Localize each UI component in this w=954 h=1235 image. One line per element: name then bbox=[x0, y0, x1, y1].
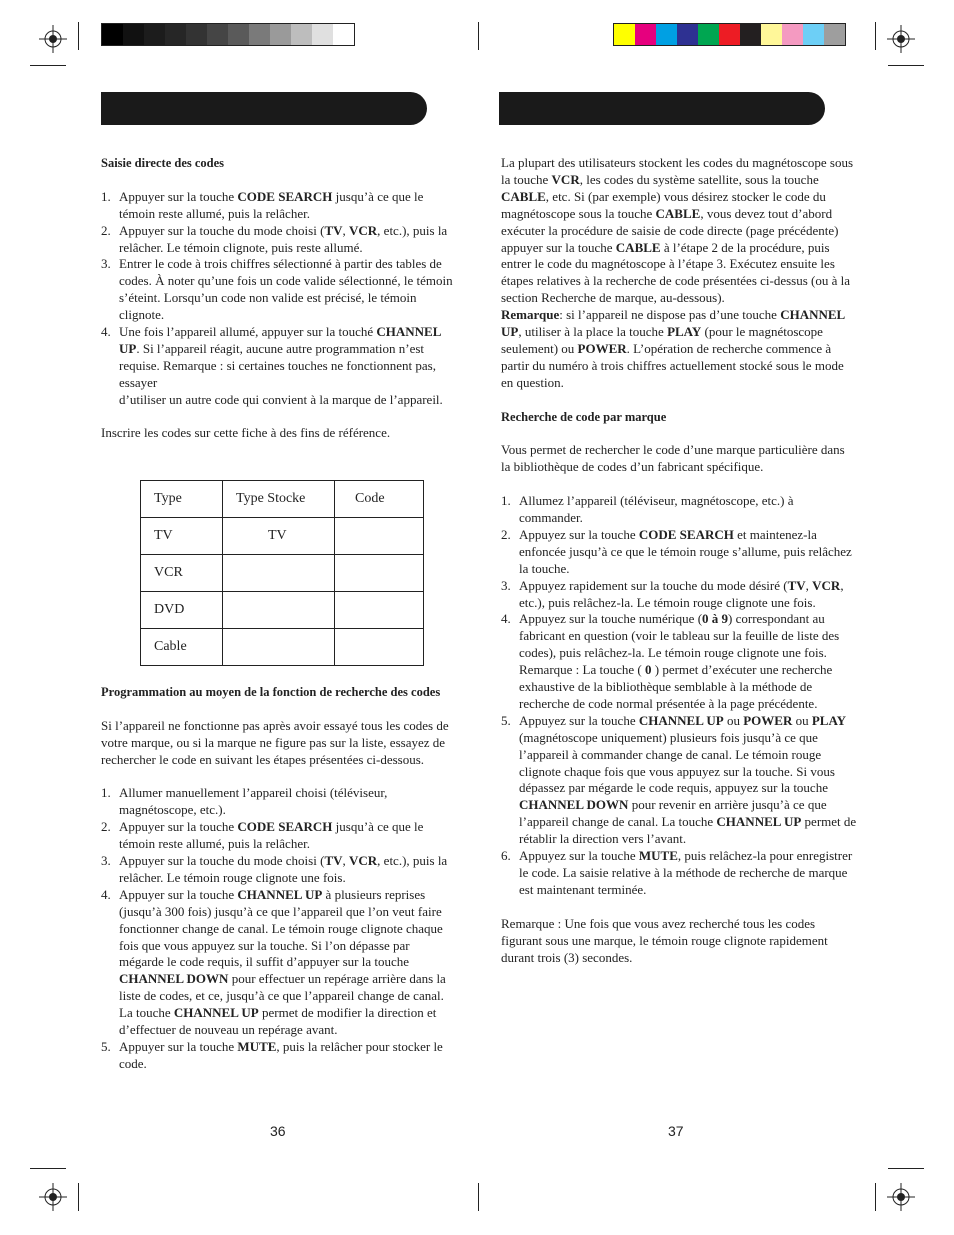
paragraph: Si l’appareil ne fonctionne pas après avoir essayé tous les codes de votre marque, ou si la marque ne figure pas sur la liste, essayez de rechercher le code en suivant les étapes présentées ci-dessous. bbox=[101, 717, 449, 767]
list-item bbox=[501, 713, 857, 848]
color-swatch bbox=[186, 24, 207, 45]
registration-mark-icon bbox=[887, 25, 915, 53]
left-column-lower bbox=[101, 684, 457, 1073]
step-text: Appuyez sur la touche CODE SEARCH et maintenez-la enfoncée jusqu’à ce que le témoin rouge s’allume, puis relâchez la touche. bbox=[519, 526, 852, 576]
color-swatch bbox=[740, 24, 761, 45]
step-text: Appuyer sur la touche du mode choisi (TV, VCR, etc.), puis la relâcher. Le témoin clignote, puis reste allumé. bbox=[119, 222, 448, 255]
table-cell: DVD bbox=[141, 592, 223, 629]
step-text: Appuyez sur la touche numérique (0 à 9) correspondant au fabricant en question (voir le tableau sur la feuille de liste des codes), puis relâchez-la. Le témoin rouge clignote une fois. Remarque : La touche ( 0 ) permet d’exécuter une recherche exhaustive de la bibliothèque semblable à la méthode de recherche de code normal présentée à la page précédente. bbox=[519, 611, 840, 711]
step-number: 1. bbox=[101, 188, 111, 204]
record-note: Inscrire les codes sur cette fiche à des fins de référence. bbox=[101, 425, 391, 441]
color-swatch bbox=[228, 24, 249, 45]
page-number: 36 bbox=[270, 1123, 286, 1139]
registration-mark-icon bbox=[887, 1183, 915, 1211]
list-item bbox=[101, 223, 457, 257]
color-calibration-bar bbox=[613, 23, 846, 46]
table-cell bbox=[335, 629, 424, 666]
list-item bbox=[501, 527, 857, 578]
step-text: Allumer manuellement l’appareil choisi (téléviseur, magnétoscope, etc.). bbox=[119, 785, 388, 818]
step-number: 1. bbox=[101, 785, 111, 801]
registration-mark-icon bbox=[39, 1183, 67, 1211]
page-number: 37 bbox=[668, 1123, 684, 1139]
direct-entry-steps bbox=[101, 189, 457, 409]
table-cell bbox=[335, 592, 424, 629]
step-number: 3. bbox=[501, 577, 511, 593]
crop-mark bbox=[888, 1168, 924, 1169]
list-item bbox=[101, 887, 457, 1039]
color-swatch bbox=[291, 24, 312, 45]
list-item bbox=[101, 256, 457, 324]
list-item bbox=[101, 785, 457, 819]
crop-mark bbox=[875, 22, 876, 50]
crop-mark bbox=[78, 1183, 79, 1211]
color-swatch bbox=[782, 24, 803, 45]
color-swatch bbox=[249, 24, 270, 45]
table-cell: VCR bbox=[141, 555, 223, 592]
table-cell bbox=[335, 518, 424, 555]
step-text: Appuyer sur la touche CHANNEL UP à plusieurs reprises (jusqu’à 300 fois) jusqu’à ce que l’appareil que l’on veut faire fonctionner change de canal. Le témoin rouge clignote chaque fois que vous appuyez sur la touche. Si l’on dépasse par mégarde le code requis, il suffit d’appuyer sur la touche CHANNEL DOWN pour effectuer un repérage arrière dans la liste de codes, et ce, jusqu’à ce que l’appareil change de canal. La touche CHANNEL UP permet de modifier la direction et d’effectuer de nouveau un repérage avant. bbox=[119, 886, 446, 1038]
step-number: 4. bbox=[101, 324, 111, 340]
color-swatch bbox=[698, 24, 719, 45]
crop-mark bbox=[78, 22, 79, 50]
color-swatch bbox=[207, 24, 228, 45]
color-swatch bbox=[270, 24, 291, 45]
list-item bbox=[101, 189, 457, 223]
step-text: Allumez l’appareil (téléviseur, magnétoscope, etc.) à commander. bbox=[519, 493, 794, 525]
list-item bbox=[101, 819, 457, 853]
table-cell: Cable bbox=[141, 629, 223, 666]
step-number: 3. bbox=[101, 256, 111, 272]
color-swatch bbox=[165, 24, 186, 45]
paragraph: Vous permet de rechercher le code d’une marque particulière dans la bibliothèque de codes d’un fabricant spécifique. bbox=[501, 442, 845, 475]
list-item bbox=[501, 611, 857, 712]
color-swatch bbox=[312, 24, 333, 45]
paragraph: La plupart des utilisateurs stockent les codes du magnétoscope sous la touche VCR, les codes du système satellite, sous la touche CABLE, etc. Si (par exemple) vous désirez stocker le code du magnétoscope sous la touche CABLE, vous devez tout d’abord exécuter la procédure de saisie de code directe (page précédente) appuyer sur la touche CABLE à l’étape 2 de la procédure, puis entrer le code du magnétoscope à l’étape 3. Exécutez ensuite les étapes relatives à la recherche de code présentées ci-dessus (ou à la section Recherche de marque, au-dessous). Remarque: si l’appareil ne dispose pas d’une touche CHANNEL UP, utiliser à la place la touche PLAY (pour le magnétoscope seulement) ou POWER. L’opération de recherche commence à partir du numéro à trois chiffres actuellement stocké sous le mode en question. bbox=[501, 155, 854, 390]
left-column bbox=[101, 155, 457, 442]
step-text: Appuyer sur la touche CODE SEARCH jusqu’à ce que le témoin reste allumé, puis la relâcher. bbox=[119, 188, 424, 221]
section-heading: Recherche de code par marque bbox=[501, 409, 667, 424]
section-heading: Programmation au moyen de la fonction de recherche des codes bbox=[101, 685, 441, 699]
code-search-steps bbox=[101, 785, 457, 1072]
final-note: Remarque : Une fois que vous avez recherché tous les codes figurant sous une marque, le témoin rouge clignote rapidement durant trois (3) secondes. bbox=[501, 915, 828, 965]
step-number: 1. bbox=[501, 493, 511, 509]
brand-search-steps bbox=[501, 493, 857, 899]
crop-mark bbox=[30, 65, 66, 66]
crop-mark bbox=[30, 1168, 66, 1169]
step-number: 2. bbox=[101, 819, 111, 835]
step-text: Appuyer sur la touche CODE SEARCH jusqu’à ce que le témoin reste allumé, puis la relâcher. bbox=[119, 819, 424, 852]
list-item bbox=[501, 848, 857, 899]
color-swatch bbox=[803, 24, 824, 45]
grayscale-calibration-bar bbox=[101, 23, 355, 46]
list-item bbox=[501, 493, 857, 527]
color-swatch bbox=[719, 24, 740, 45]
color-swatch bbox=[656, 24, 677, 45]
list-item bbox=[101, 1039, 457, 1073]
step-text: Appuyez sur la touche CHANNEL UP ou POWER ou PLAY (magnétoscope uniquement) plusieurs fois jusqu’à ce que l’appareil à commander change de canal. Le témoin rouge clignote chaque fois que vous appuyez sur la touche. Si vous dépassez par mégarde le code requis, appuyez sur la touche CHANNEL DOWN pour revenir en arrière jusqu’à ce que l’appareil change de canal. La touche CHANNEL UP permet de rétablir la direction vers l’avant. bbox=[519, 712, 857, 847]
color-swatch bbox=[123, 24, 144, 45]
step-text: Entrer le code à trois chiffres sélectionné à partir des tables de codes. À noter qu’une fois un code valide sélectionné, le témoin s’éteint. Lorsqu’un code non valide est précisé, le témoin clignote. bbox=[119, 256, 453, 323]
step-text: Appuyez sur la touche MUTE, puis relâchez-la pour enregistrer le code. La saisie relative à la méthode de recherche de marque est maintenant terminée. bbox=[519, 848, 853, 897]
right-column bbox=[501, 155, 857, 966]
step-number: 6. bbox=[501, 848, 511, 864]
header-banner-left bbox=[101, 92, 427, 125]
list-item bbox=[501, 578, 857, 612]
registration-mark-icon bbox=[39, 25, 67, 53]
step-number: 4. bbox=[101, 886, 111, 902]
step-number: 2. bbox=[101, 222, 111, 238]
table-cell bbox=[223, 629, 335, 666]
color-swatch bbox=[333, 24, 354, 45]
color-swatch bbox=[761, 24, 782, 45]
header-banner-right bbox=[499, 92, 825, 125]
section-heading: Saisie directe des codes bbox=[101, 156, 225, 170]
step-number: 5. bbox=[101, 1039, 111, 1054]
step-number: 5. bbox=[501, 712, 511, 728]
step-text: Appuyer sur la touche MUTE, puis la relâcher pour stocker le code. bbox=[119, 1039, 443, 1071]
table-cell bbox=[335, 555, 424, 592]
crop-mark bbox=[875, 1183, 876, 1211]
color-swatch bbox=[635, 24, 656, 45]
list-item bbox=[101, 324, 457, 409]
table-header: Type Stocke bbox=[223, 481, 335, 518]
color-swatch bbox=[614, 24, 635, 45]
step-text: Appuyez rapidement sur la touche du mode désiré (TV, VCR, etc.), puis relâchez-la. Le témoin rouge clignote une fois. bbox=[519, 577, 844, 610]
crop-mark bbox=[478, 22, 479, 50]
color-swatch bbox=[144, 24, 165, 45]
color-swatch bbox=[102, 24, 123, 45]
step-number: 2. bbox=[501, 526, 511, 542]
table-header: Type bbox=[141, 481, 223, 518]
table-header: Code bbox=[335, 481, 424, 518]
color-swatch bbox=[677, 24, 698, 45]
table-cell bbox=[223, 592, 335, 629]
table-cell: TV bbox=[141, 518, 223, 555]
table-cell: TV bbox=[223, 518, 335, 555]
step-number: 4. bbox=[501, 611, 511, 627]
step-text: Appuyer sur la touche du mode choisi (TV, VCR, etc.), puis la relâcher. Le témoin rouge clignote une fois. bbox=[119, 853, 448, 885]
code-record-table bbox=[140, 480, 424, 666]
table-cell bbox=[223, 555, 335, 592]
crop-mark bbox=[478, 1183, 479, 1211]
color-swatch bbox=[824, 24, 845, 45]
crop-mark bbox=[888, 65, 924, 66]
step-text: Une fois l’appareil allumé, appuyer sur la touché CHANNEL UP. Si l’appareil réagit, aucune autre programmation n’est requise. Remarque : si certaines touches ne fonctionnent pas, essayer d’utiliser un autre code qui convient à la marque de l’appareil. bbox=[119, 324, 443, 407]
step-number: 3. bbox=[101, 853, 111, 869]
list-item bbox=[101, 853, 457, 887]
